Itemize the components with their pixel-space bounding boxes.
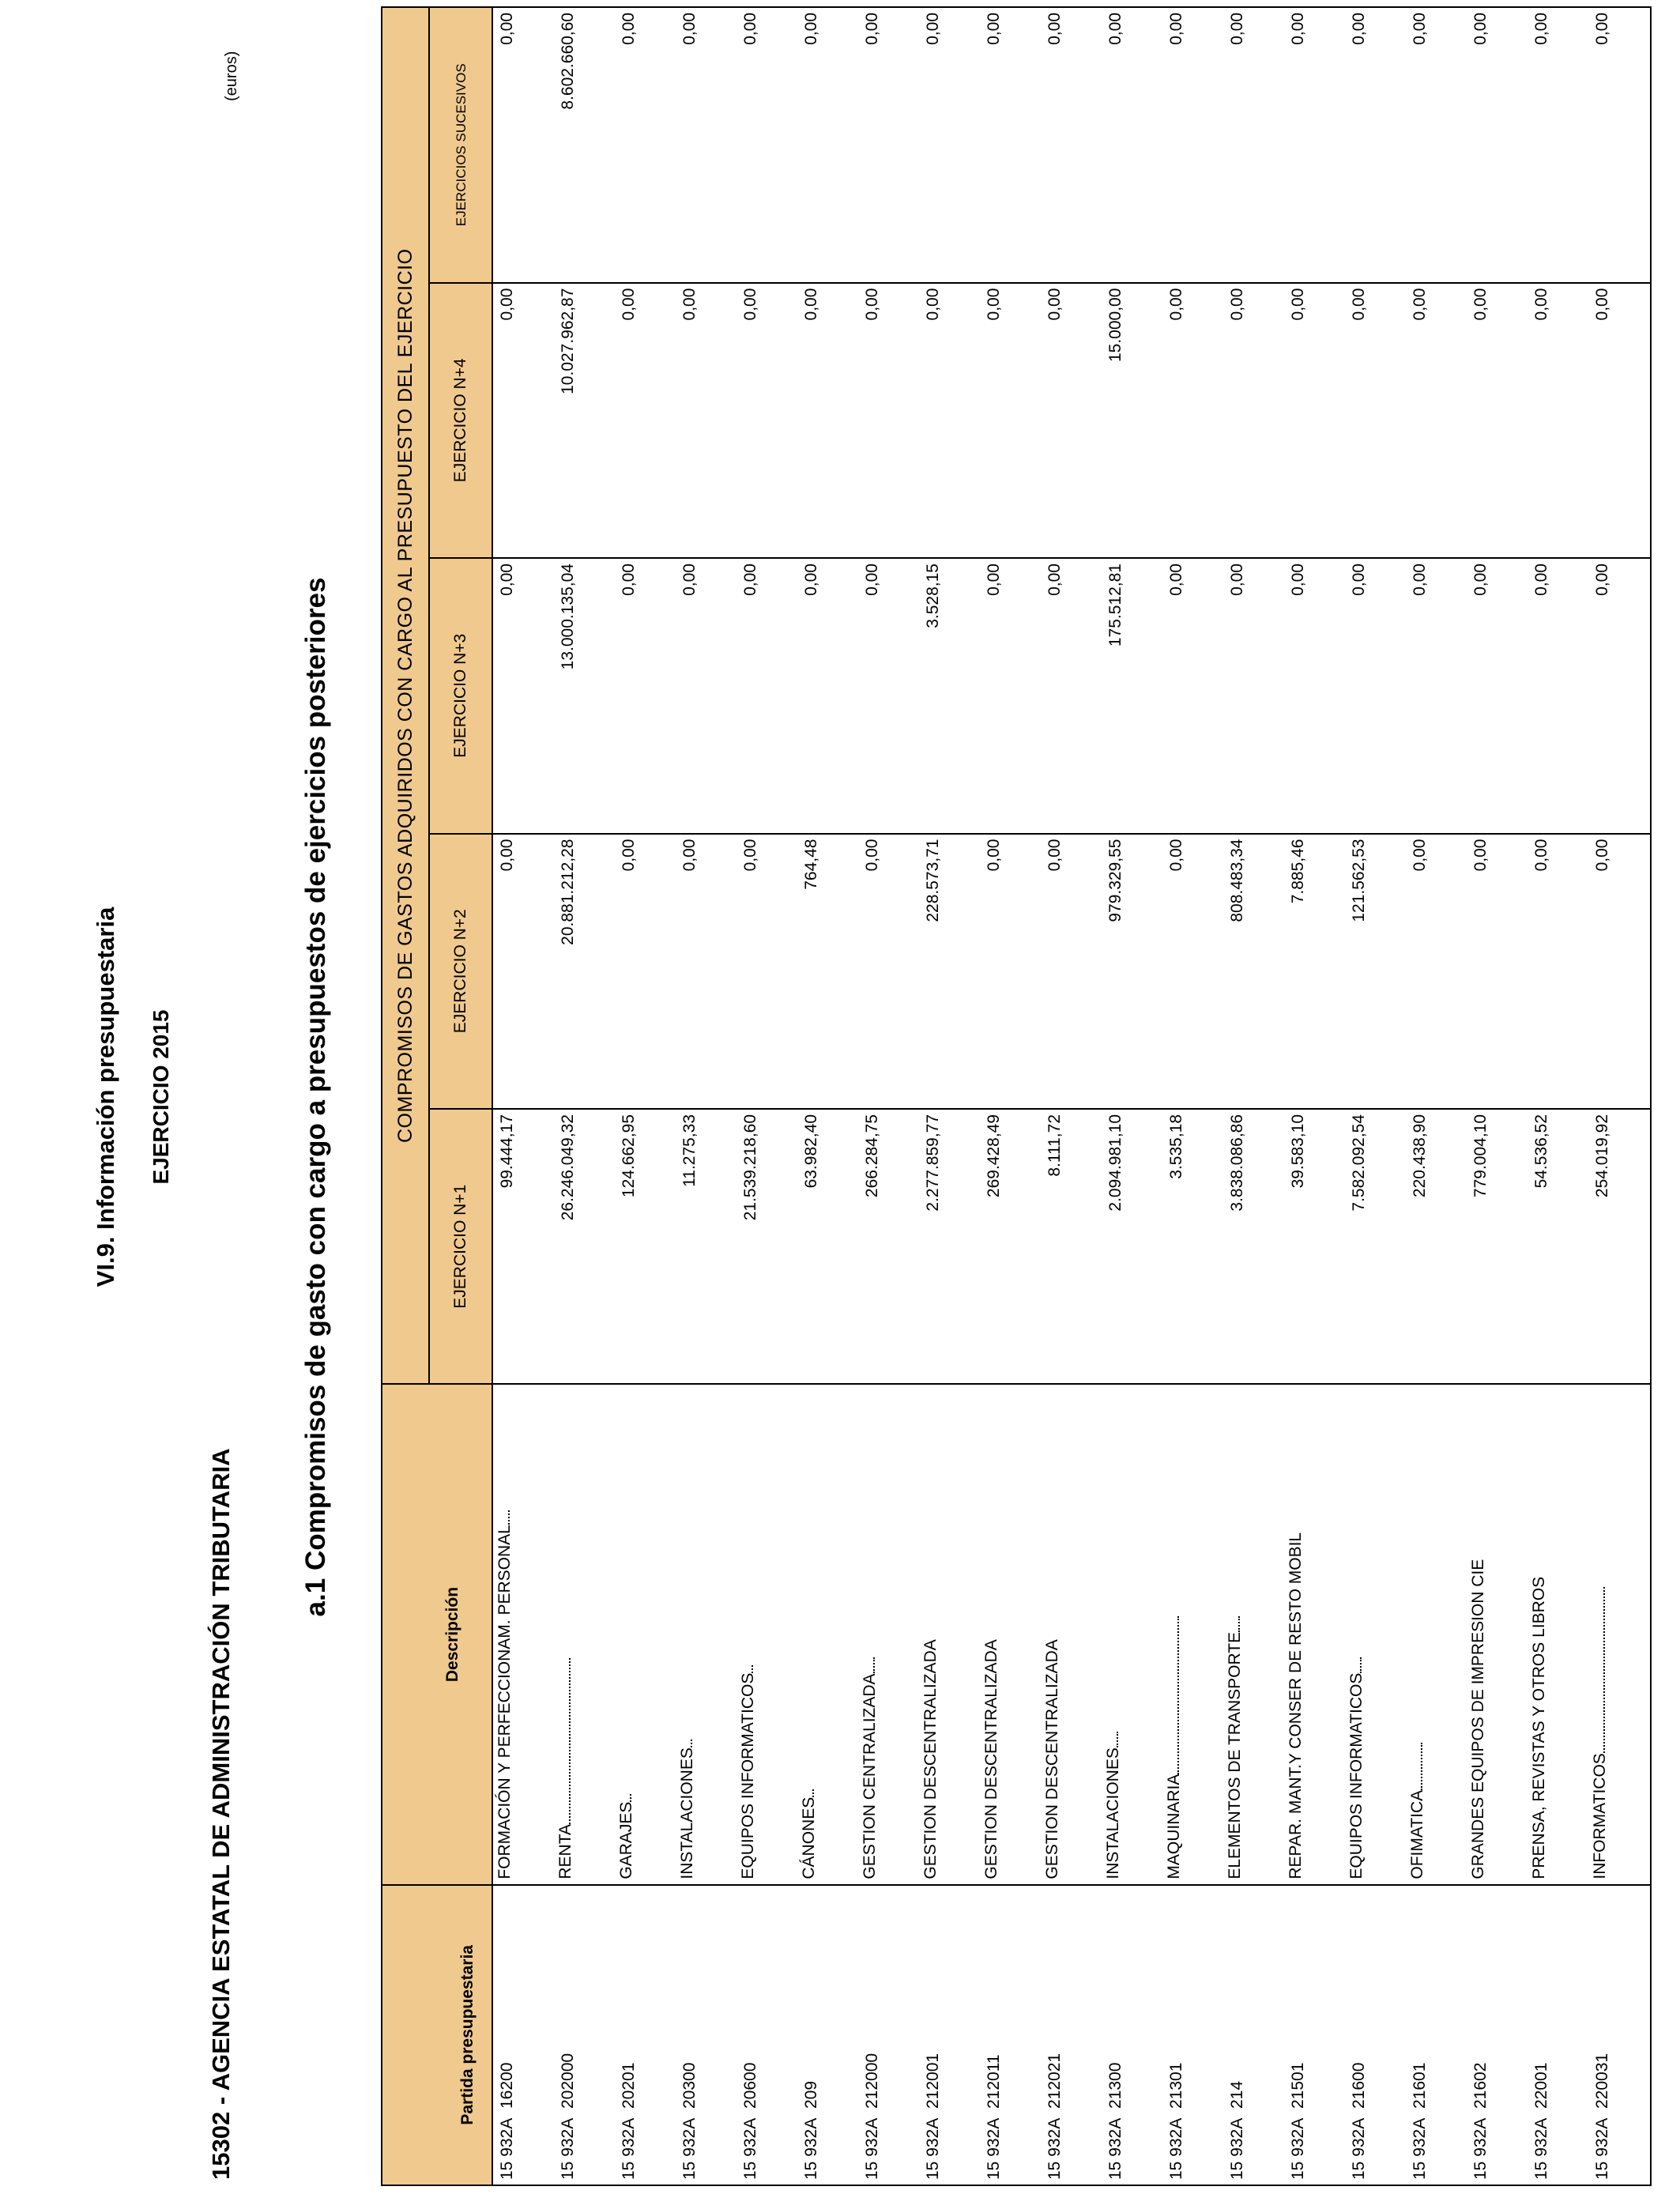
description-text: FORMACIÓN Y PERFECCIONAM. PERSONAL bbox=[495, 1525, 514, 1879]
header-descripcion: Descripción bbox=[382, 1384, 492, 1884]
amount-suc: 0,00 bbox=[1406, 7, 1467, 283]
amount-n4: 0,00 bbox=[1588, 283, 1651, 558]
partida-cell bbox=[1284, 1885, 1345, 2185]
amount-n4: 0,00 bbox=[1041, 283, 1102, 558]
description-cell bbox=[492, 1384, 554, 1884]
amount-n2: 0,00 bbox=[492, 834, 554, 1109]
concept-code: 212011 bbox=[985, 2054, 1003, 2109]
dot-leader bbox=[691, 1740, 692, 1747]
amount-n3: 0,00 bbox=[492, 558, 554, 833]
dot-leader bbox=[1117, 1732, 1118, 1747]
amount-n1: 266.284,75 bbox=[858, 1109, 919, 1384]
program-code: 15 932A bbox=[1532, 2117, 1550, 2180]
amount-n3: 3.528,15 bbox=[919, 558, 980, 833]
concept-code: 22001 bbox=[1532, 2062, 1550, 2109]
amount-n4: 0,00 bbox=[1406, 283, 1467, 558]
partida-cell bbox=[554, 1885, 615, 2185]
concept-code: 21300 bbox=[1106, 2062, 1124, 2109]
amount-suc: 0,00 bbox=[1527, 7, 1588, 283]
amount-n1: 11.275,33 bbox=[676, 1109, 736, 1384]
program-code: 15 932A bbox=[1228, 2117, 1246, 2180]
amount-n3: 0,00 bbox=[1467, 558, 1527, 833]
table-row bbox=[1588, 7, 1651, 2185]
description-cell bbox=[1162, 1384, 1223, 1884]
table-row bbox=[1041, 7, 1102, 2185]
amount-n4: 10.027.962,87 bbox=[554, 283, 615, 558]
page-title: VI.9. Información presupuestaria bbox=[92, 907, 119, 1287]
amount-n1: 3.535,18 bbox=[1162, 1109, 1223, 1384]
dot-leader bbox=[873, 1657, 875, 1673]
amount-n3: 0,00 bbox=[1406, 558, 1467, 833]
fiscal-year: EJERCICIO 2015 bbox=[149, 1009, 173, 1185]
amount-n1: 254.019,92 bbox=[1588, 1109, 1651, 1384]
amount-n4: 0,00 bbox=[919, 283, 980, 558]
amount-n1: 779.004,10 bbox=[1467, 1109, 1527, 1384]
partida-cell bbox=[736, 1885, 797, 2185]
partida-cell bbox=[980, 1885, 1041, 2185]
concept-code: 21600 bbox=[1350, 2062, 1368, 2109]
program-code: 15 932A bbox=[620, 2117, 638, 2180]
amount-suc: 0,00 bbox=[919, 7, 980, 283]
concept-code: 21602 bbox=[1471, 2062, 1490, 2109]
description-cell bbox=[1102, 1384, 1162, 1884]
concept-code: 220031 bbox=[1593, 2053, 1611, 2109]
table-body bbox=[492, 7, 1651, 2185]
table-row bbox=[1284, 7, 1345, 2185]
concept-code: 214 bbox=[1228, 2080, 1246, 2109]
amount-n3: 0,00 bbox=[1588, 558, 1651, 833]
amount-suc: 0,00 bbox=[1467, 7, 1527, 283]
amount-n4: 0,00 bbox=[1284, 283, 1345, 558]
amount-n3: 13.000.135,04 bbox=[554, 558, 615, 833]
concept-code: 21501 bbox=[1289, 2062, 1307, 2109]
description-text: ELEMENTOS DE TRANSPORTE bbox=[1226, 1631, 1244, 1879]
program-code: 15 932A bbox=[985, 2117, 1003, 2180]
concept-code: 20600 bbox=[741, 2062, 759, 2109]
concept-code: 212000 bbox=[863, 2053, 881, 2109]
description-text: REPAR. MANT.Y CONSER DE RESTO MOBIL bbox=[1286, 1532, 1305, 1879]
dot-leader bbox=[508, 1510, 510, 1525]
amount-suc: 0,00 bbox=[736, 7, 797, 283]
description-text: RENTA bbox=[556, 1824, 574, 1879]
description-cell bbox=[980, 1384, 1041, 1884]
partida-cell bbox=[797, 1885, 858, 2185]
table-row bbox=[1345, 7, 1406, 2185]
amount-n1: 26.246.049,32 bbox=[554, 1109, 615, 1384]
program-code: 15 932A bbox=[741, 2117, 759, 2180]
concept-code: 209 bbox=[802, 2080, 820, 2109]
amount-suc: 0,00 bbox=[1588, 7, 1651, 283]
dot-leader bbox=[1603, 1587, 1605, 1753]
amount-n2: 979.329,55 bbox=[1102, 834, 1162, 1109]
program-code: 15 932A bbox=[1411, 2117, 1429, 2180]
amount-n4: 0,00 bbox=[736, 283, 797, 558]
amount-n2: 0,00 bbox=[1406, 834, 1467, 1109]
amount-n3: 0,00 bbox=[1162, 558, 1223, 833]
dot-leader bbox=[1238, 1616, 1240, 1632]
partida-cell bbox=[1467, 1885, 1527, 2185]
partida-cell bbox=[1223, 1885, 1284, 2185]
description-text: EQUIPOS INFORMATICOS bbox=[739, 1672, 757, 1879]
amount-n1: 7.582.092,54 bbox=[1345, 1109, 1406, 1384]
amount-n1: 2.094.981,10 bbox=[1102, 1109, 1162, 1384]
table-row bbox=[554, 7, 615, 2185]
table-row bbox=[858, 7, 919, 2185]
amount-n4: 0,00 bbox=[797, 283, 858, 558]
program-code: 15 932A bbox=[680, 2117, 699, 2180]
program-code: 15 932A bbox=[1106, 2117, 1124, 2180]
description-cell bbox=[1223, 1384, 1284, 1884]
description-text: INFORMATICOS bbox=[1591, 1753, 1609, 1879]
amount-n4: 0,00 bbox=[1527, 283, 1588, 558]
header-n1: EJERCICIO N+1 bbox=[429, 1109, 492, 1384]
partida-cell bbox=[919, 1885, 980, 2185]
entity-name: 15302 - AGENCIA ESTATAL DE ADMINISTRACIÓN TRIBUTARIA bbox=[207, 1448, 235, 2180]
concept-code: 20300 bbox=[680, 2062, 699, 2109]
amount-n4: 0,00 bbox=[980, 283, 1041, 558]
amount-n1: 269.428,49 bbox=[980, 1109, 1041, 1384]
partida-cell bbox=[1406, 1885, 1467, 2185]
description-cell bbox=[554, 1384, 615, 1884]
description-text: EQUIPOS INFORMATICOS bbox=[1347, 1672, 1365, 1879]
amount-n4: 0,00 bbox=[1162, 283, 1223, 558]
description-cell bbox=[615, 1384, 676, 1884]
header-group: COMPROMISOS DE GASTOS ADQUIRIDOS CON CARGO AL PRESUPUESTO DEL EJERCICIO bbox=[382, 7, 429, 1384]
description-cell bbox=[1467, 1384, 1527, 1884]
amount-n1: 2.277.859,77 bbox=[919, 1109, 980, 1384]
table-row bbox=[736, 7, 797, 2185]
program-code: 15 932A bbox=[802, 2117, 820, 2180]
description-text: PRENSA, REVISTAS Y OTROS LIBROS bbox=[1530, 1576, 1548, 1879]
amount-n2: 0,00 bbox=[1162, 834, 1223, 1109]
section-subtitle: a.1 Compromisos de gasto con cargo a presupuestos de ejercicios posteriores bbox=[300, 577, 331, 1617]
header-n2: EJERCICIO N+2 bbox=[429, 834, 492, 1109]
description-text: CÁNONES bbox=[800, 1796, 818, 1879]
program-code: 15 932A bbox=[1289, 2117, 1307, 2180]
dot-leader bbox=[751, 1665, 753, 1673]
amount-suc: 0,00 bbox=[1041, 7, 1102, 283]
description-cell bbox=[1284, 1384, 1345, 1884]
table-row bbox=[615, 7, 676, 2185]
partida-cell bbox=[1162, 1885, 1223, 2185]
description-cell bbox=[1527, 1384, 1588, 1884]
partida-cell bbox=[1345, 1885, 1406, 2185]
description-cell bbox=[1406, 1384, 1467, 1884]
description-text: INSTALACIONES bbox=[678, 1747, 696, 1879]
concept-code: 202000 bbox=[559, 2053, 577, 2109]
amount-n2: 0,00 bbox=[858, 834, 919, 1109]
amount-suc: 0,00 bbox=[1102, 7, 1162, 283]
amount-n1: 8.111,72 bbox=[1041, 1109, 1102, 1384]
concept-code: 20201 bbox=[620, 2062, 638, 2109]
amount-n4: 0,00 bbox=[1345, 283, 1406, 558]
description-text: MAQUINARIA bbox=[1165, 1774, 1183, 1879]
table-row bbox=[919, 7, 980, 2185]
dot-leader bbox=[630, 1794, 631, 1802]
program-code: 15 932A bbox=[863, 2117, 881, 2180]
amount-n2: 7.885,46 bbox=[1284, 834, 1345, 1109]
program-code: 15 932A bbox=[498, 2117, 516, 2180]
partida-cell bbox=[676, 1885, 736, 2185]
description-text: GESTION CENTRALIZADA bbox=[861, 1673, 879, 1879]
partida-cell bbox=[615, 1885, 676, 2185]
description-text: GESTION DESCENTRALIZADA bbox=[1043, 1639, 1061, 1879]
amount-n1: 63.982,40 bbox=[797, 1109, 858, 1384]
description-cell bbox=[1588, 1384, 1651, 1884]
amount-suc: 0,00 bbox=[1162, 7, 1223, 283]
amount-n2: 0,00 bbox=[1527, 834, 1588, 1109]
amount-suc: 0,00 bbox=[676, 7, 736, 283]
table-row bbox=[1223, 7, 1284, 2185]
description-text: GESTION DESCENTRALIZADA bbox=[982, 1639, 1000, 1879]
amount-n2: 0,00 bbox=[1041, 834, 1102, 1109]
concept-code: 21301 bbox=[1167, 2062, 1185, 2109]
commitments-table bbox=[381, 6, 1652, 2186]
partida-cell bbox=[1102, 1885, 1162, 2185]
amount-n2: 0,00 bbox=[736, 834, 797, 1109]
amount-suc: 0,00 bbox=[492, 7, 554, 283]
amount-suc: 0,00 bbox=[980, 7, 1041, 283]
program-code: 15 932A bbox=[1471, 2117, 1490, 2180]
partida-cell bbox=[1588, 1885, 1651, 2185]
amount-suc: 0,00 bbox=[1345, 7, 1406, 283]
program-code: 15 932A bbox=[1593, 2117, 1611, 2180]
description-text: OFIMATICA bbox=[1408, 1789, 1426, 1879]
table-row bbox=[1527, 7, 1588, 2185]
dot-leader bbox=[812, 1789, 814, 1797]
description-cell bbox=[1041, 1384, 1102, 1884]
description-text: GESTION DESCENTRALIZADA bbox=[921, 1639, 940, 1879]
amount-suc: 0,00 bbox=[858, 7, 919, 283]
amount-suc: 0,00 bbox=[1284, 7, 1345, 283]
amount-n3: 0,00 bbox=[736, 558, 797, 833]
amount-n4: 0,00 bbox=[1467, 283, 1527, 558]
program-code: 15 932A bbox=[924, 2117, 942, 2180]
partida-cell bbox=[1527, 1885, 1588, 2185]
header-n3: EJERCICIO N+3 bbox=[429, 558, 492, 833]
amount-n3: 0,00 bbox=[676, 558, 736, 833]
program-code: 15 932A bbox=[1350, 2117, 1368, 2180]
partida-cell bbox=[492, 1885, 554, 2185]
amount-n3: 0,00 bbox=[1527, 558, 1588, 833]
amount-suc: 0,00 bbox=[1223, 7, 1284, 283]
amount-n3: 0,00 bbox=[858, 558, 919, 833]
amount-suc: 0,00 bbox=[615, 7, 676, 283]
amount-n2: 808.483,34 bbox=[1223, 834, 1284, 1109]
header-partida: Partida presupuestaria bbox=[382, 1885, 492, 2185]
amount-n2: 228.573,71 bbox=[919, 834, 980, 1109]
concept-code: 212021 bbox=[1045, 2053, 1064, 2109]
amount-n1: 124.662,95 bbox=[615, 1109, 676, 1384]
amount-n4: 0,00 bbox=[492, 283, 554, 558]
dot-leader bbox=[1360, 1657, 1362, 1673]
units-label: (euros) bbox=[223, 51, 240, 101]
program-code: 15 932A bbox=[1045, 2117, 1064, 2180]
amount-n3: 0,00 bbox=[615, 558, 676, 833]
amount-n4: 0,00 bbox=[1223, 283, 1284, 558]
table-row bbox=[1102, 7, 1162, 2185]
amount-n1: 220.438,90 bbox=[1406, 1109, 1467, 1384]
description-cell bbox=[736, 1384, 797, 1884]
partida-cell bbox=[1041, 1885, 1102, 2185]
dot-leader bbox=[1421, 1743, 1422, 1790]
amount-n4: 15.000,00 bbox=[1102, 283, 1162, 558]
amount-n2: 0,00 bbox=[676, 834, 736, 1109]
table-row bbox=[980, 7, 1041, 2185]
description-cell bbox=[919, 1384, 980, 1884]
description-cell bbox=[797, 1384, 858, 1884]
amount-n3: 0,00 bbox=[980, 558, 1041, 833]
dot-leader bbox=[1177, 1616, 1179, 1774]
table-row bbox=[1406, 7, 1467, 2185]
amount-n2: 764,48 bbox=[797, 834, 858, 1109]
table-row bbox=[1467, 7, 1527, 2185]
description-text: GRANDES EQUIPOS DE IMPRESION CIE bbox=[1469, 1559, 1487, 1879]
table-row bbox=[1162, 7, 1223, 2185]
amount-n1: 54.536,52 bbox=[1527, 1109, 1588, 1384]
table-row bbox=[492, 7, 554, 2185]
amount-n1: 21.539.218,60 bbox=[736, 1109, 797, 1384]
amount-n4: 0,00 bbox=[858, 283, 919, 558]
description-text: INSTALACIONES bbox=[1104, 1747, 1122, 1879]
amount-n3: 175.512,81 bbox=[1102, 558, 1162, 833]
concept-code: 21601 bbox=[1411, 2062, 1429, 2109]
amount-n2: 0,00 bbox=[980, 834, 1041, 1109]
table-row bbox=[676, 7, 736, 2185]
amount-n2: 0,00 bbox=[615, 834, 676, 1109]
table-row bbox=[797, 7, 858, 2185]
header-n4: EJERCICIO N+4 bbox=[429, 283, 492, 558]
amount-n3: 0,00 bbox=[1284, 558, 1345, 833]
amount-n2: 121.562,53 bbox=[1345, 834, 1406, 1109]
amount-suc: 8.602.660,60 bbox=[554, 7, 615, 283]
amount-n3: 0,00 bbox=[1223, 558, 1284, 833]
description-cell bbox=[858, 1384, 919, 1884]
amount-n1: 3.838.086,86 bbox=[1223, 1109, 1284, 1384]
amount-n1: 99.444,17 bbox=[492, 1109, 554, 1384]
header-sucesivos: EJERCICIOS SUCESIVOS bbox=[429, 7, 492, 283]
amount-n2: 0,00 bbox=[1588, 834, 1651, 1109]
amount-suc: 0,00 bbox=[797, 7, 858, 283]
description-cell bbox=[676, 1384, 736, 1884]
partida-cell bbox=[858, 1885, 919, 2185]
amount-n1: 39.583,10 bbox=[1284, 1109, 1345, 1384]
description-text: GARAJES bbox=[617, 1801, 635, 1879]
program-code: 15 932A bbox=[1167, 2117, 1185, 2180]
description-cell bbox=[1345, 1384, 1406, 1884]
concept-code: 16200 bbox=[498, 2062, 516, 2109]
amount-n3: 0,00 bbox=[1345, 558, 1406, 833]
amount-n4: 0,00 bbox=[615, 283, 676, 558]
amount-n3: 0,00 bbox=[797, 558, 858, 833]
amount-n2: 0,00 bbox=[1467, 834, 1527, 1109]
amount-n3: 0,00 bbox=[1041, 558, 1102, 833]
amount-n2: 20.881.212,28 bbox=[554, 834, 615, 1109]
program-code: 15 932A bbox=[559, 2117, 577, 2180]
dot-leader bbox=[569, 1658, 571, 1824]
concept-code: 212001 bbox=[924, 2053, 942, 2109]
amount-n4: 0,00 bbox=[676, 283, 736, 558]
